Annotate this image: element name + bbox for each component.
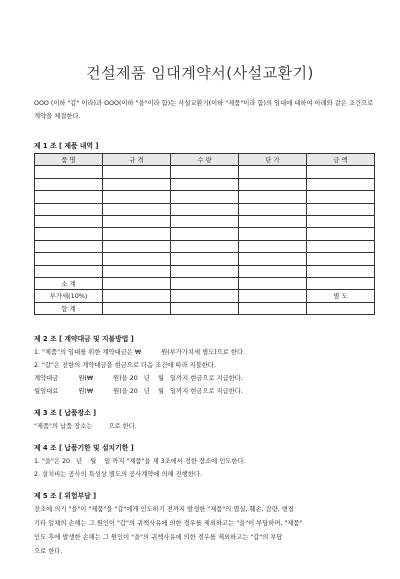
- subtotal-label: 소 계: [35, 277, 103, 289]
- article-5-line-4: 으로 한다.: [34, 548, 63, 555]
- article-2-line-1: 1. "제품"의 임대를 위한 계약대금은 ₩ 원(부가가치세 별도)으로 한다.: [34, 349, 246, 356]
- table-row: [35, 228, 375, 240]
- article-4-line-2: 2. 설치비는 공사의 특성상 별도의 공사계약에 의해 진행한다.: [34, 471, 203, 478]
- article-5-heading: 제 5 조 [ 위험부담 ]: [34, 492, 97, 500]
- article-4-heading: 제 4 조 [ 납품기한 및 설치기한 ]: [34, 444, 134, 452]
- column-header: 금 액: [307, 154, 375, 166]
- article-2-heading: 제 2 조 [ 계약대금 및 지불방법 ]: [34, 335, 134, 343]
- document-title: 건설제품 임대계약서(사설교환기): [86, 64, 314, 82]
- article-5-line-2: 기타 일체의 손해는 그 원인이 "갑"의 귀책사유에 의한 경우를 제외하고는 "을"이 부담하며, "제품": [34, 520, 303, 527]
- table-row: [35, 240, 375, 252]
- table-row: [35, 191, 375, 203]
- column-header: 수 량: [171, 154, 239, 166]
- table-row: [35, 215, 375, 227]
- article-3-line-1: "제품"의 납품 장소는 으로 한다.: [34, 423, 137, 430]
- total-label: 합 계: [35, 302, 103, 314]
- article-2-line-3: 계약대금 원(₩ 원)을 20 년 월 일까지 현금으로 지급한다.: [34, 375, 243, 382]
- intro-paragraph: OOO (이하 "갑" 이라)과 OOO(이하 "을"이라 함)는 사설교환기(이하 "제품"이라 함)의 임대에 대하여 아래와 같은 조건으로 계약을 체결한다.: [34, 100, 374, 120]
- total-row: [35, 302, 375, 314]
- vat-label: 부가세(10%): [35, 290, 103, 302]
- column-header: 품 명: [35, 154, 103, 166]
- table-row: [35, 203, 375, 215]
- article-2-line-4: 월임대료 원(₩ 원)을 20 년 월 일까지 현금으로 지급한다.: [34, 388, 243, 395]
- article-5-line-3: 인도 후에 발생한 손해는 그 원인이 "을"의 귀책사유에 의한 경우를 제외하고는 "갑"의 부담: [34, 534, 283, 541]
- article-3-heading: 제 3 조 [ 납품장소 ]: [34, 409, 97, 417]
- table-row: [35, 265, 375, 277]
- table-row: [35, 253, 375, 265]
- table-row: [35, 178, 375, 190]
- subtotal-row: [35, 277, 375, 289]
- table-header-row: [35, 154, 375, 166]
- vat-note: 별 도: [307, 290, 375, 302]
- table-row: [35, 166, 375, 178]
- article-1-heading: 제 1 조 [ 제품 내역 ]: [34, 142, 99, 150]
- column-header: 단 가: [239, 154, 307, 166]
- article-2-line-2: 2. "갑"은 전항의 계약대금을 현금으로 다음 조건에 따라 지불한다.: [34, 362, 216, 369]
- column-header: 규 격: [103, 154, 171, 166]
- product-items-table: [34, 153, 375, 315]
- vat-row: [35, 290, 375, 302]
- article-5-line-1: 전조에 의거 "을"이 "제품"을 "갑"에게 인도하기 전까지 발생한 "제품"의 멸실, 훼손, 감량, 변질: [34, 506, 295, 513]
- article-4-line-1: 1. "을"은 20 년 월 일 까지 "제품"을 제 3조에서 정한 장소에 인도한다.: [34, 458, 246, 465]
